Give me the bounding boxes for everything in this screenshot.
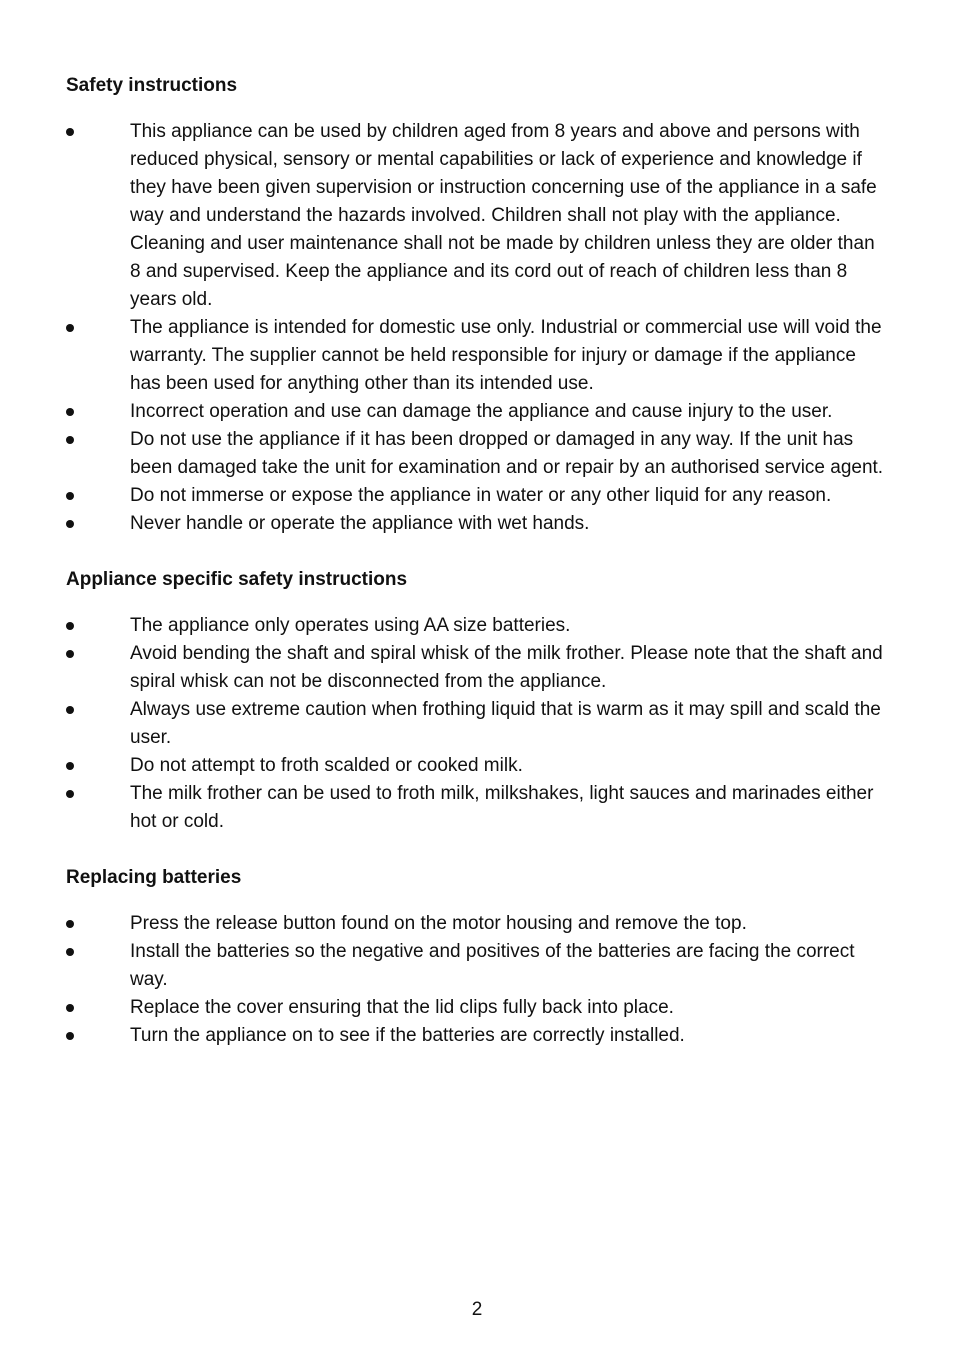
bullet-icon [66, 492, 74, 500]
bullet-list [66, 118, 886, 538]
section-title: Safety instructions [66, 75, 238, 96]
list-item-text: Install the batteries so the negative and positives of the batteries are facing the correct way. [130, 941, 855, 990]
list-item-text: Do not use the appliance if it has been dropped or damaged in any way. If the unit has been damaged take the unit for examination and or repair by an authorised service agent. [130, 429, 884, 478]
bullet-icon [66, 948, 74, 956]
list-item [66, 640, 886, 696]
list-item-text: Turn the appliance on to see if the batteries are correctly installed. [130, 1025, 685, 1046]
list-item-text: Never handle or operate the appliance with wet hands. [130, 513, 590, 534]
list-item [66, 612, 886, 640]
list-item-text: Replace the cover ensuring that the lid clips fully back into place. [130, 997, 674, 1018]
list-item-text: Do not immerse or expose the appliance in water or any other liquid for any reason. [130, 485, 832, 506]
bullet-icon [66, 706, 74, 714]
bullet-icon [66, 622, 74, 630]
list-item-text: Incorrect operation and use can damage the appliance and cause injury to the user. [130, 401, 833, 422]
document-page [66, 72, 886, 1050]
bullet-icon [66, 1032, 74, 1040]
bullet-list [66, 612, 886, 836]
list-item [66, 910, 886, 938]
section-appliance-specific-safety [66, 566, 886, 836]
list-item [66, 1022, 886, 1050]
list-item-text: Do not attempt to froth scalded or cooked milk. [130, 755, 523, 776]
bullet-icon [66, 324, 74, 332]
list-item-text: This appliance can be used by children aged from 8 years and above and persons with reduced physical, sensory or mental capabilities or lack of experience and knowledge if they have been given supervision or instruction concerning use of the appliance in a safe way and understand the hazards involved. Children shall not play with the appliance. Cleaning and user maintenance shall not be made by children unless they are older than 8 and supervised. Keep the appliance and its cord out of reach of children less than 8 years old. [130, 121, 877, 310]
bullet-icon [66, 520, 74, 528]
list-item [66, 752, 886, 780]
section-replacing-batteries [66, 864, 886, 1050]
bullet-icon [66, 790, 74, 798]
list-item-text: The appliance only operates using AA size batteries. [130, 615, 571, 636]
section-safety-instructions [66, 72, 886, 538]
bullet-icon [66, 408, 74, 416]
list-item-text: The milk frother can be used to froth milk, milkshakes, light sauces and marinades either hot or cold. [130, 783, 874, 832]
list-item [66, 482, 886, 510]
bullet-icon [66, 650, 74, 658]
list-item [66, 994, 886, 1022]
list-item-text: Avoid bending the shaft and spiral whisk of the milk frother. Please note that the shaft and spiral whisk can not be disconnected from the appliance. [130, 643, 883, 692]
section-title: Replacing batteries [66, 867, 242, 888]
list-item [66, 510, 886, 538]
list-item [66, 780, 886, 836]
bullet-icon [66, 762, 74, 770]
list-item [66, 426, 886, 482]
list-item [66, 398, 886, 426]
list-item [66, 314, 886, 398]
list-item-text: Press the release button found on the motor housing and remove the top. [130, 913, 747, 934]
bullet-icon [66, 920, 74, 928]
section-title: Appliance specific safety instructions [66, 569, 408, 590]
bullet-list [66, 910, 886, 1050]
list-item-text: Always use extreme caution when frothing liquid that is warm as it may spill and scald the user. [130, 699, 881, 748]
list-item [66, 696, 886, 752]
bullet-icon [66, 128, 74, 136]
bullet-icon [66, 1004, 74, 1012]
list-item [66, 938, 886, 994]
list-item [66, 118, 886, 314]
bullet-icon [66, 436, 74, 444]
page-number: 2 [471, 1299, 483, 1320]
list-item-text: The appliance is intended for domestic use only. Industrial or commercial use will void the warranty. The supplier cannot be held responsible for injury or damage if the appliance has been used for anything other than its intended use. [130, 317, 882, 394]
